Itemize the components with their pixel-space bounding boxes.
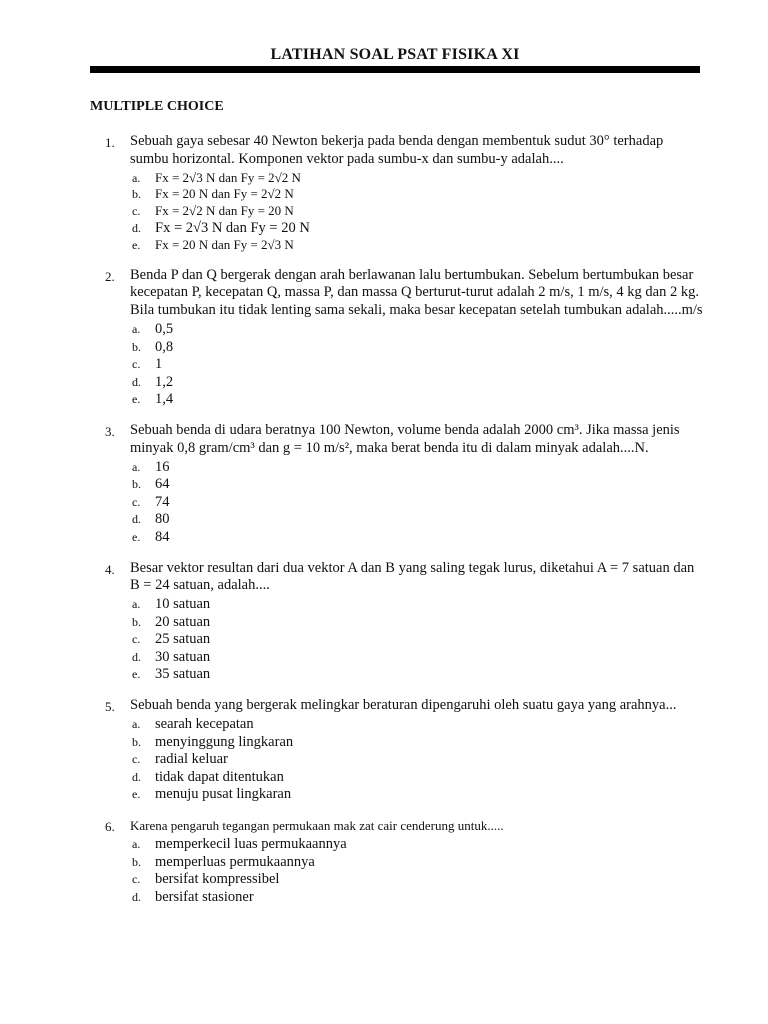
question-list xyxy=(105,133,705,919)
option-text: bersifat stasioner xyxy=(155,888,254,905)
question-number: 3. xyxy=(105,423,115,439)
option-e xyxy=(132,529,705,547)
option-label: d. xyxy=(132,220,141,235)
section-heading: MULTIPLE CHOICE xyxy=(90,99,224,114)
question-text: Karena pengaruh tegangan permukaan mak zat cair cenderung untuk..... xyxy=(130,818,504,834)
option-d xyxy=(132,511,705,529)
option-label: a. xyxy=(132,459,141,474)
option-c xyxy=(132,356,705,374)
option-c xyxy=(132,751,705,769)
option-text: menyinggung lingkaran xyxy=(155,733,294,750)
option-label: b. xyxy=(132,854,141,869)
option-d xyxy=(132,220,705,237)
question-number: 1. xyxy=(105,135,115,150)
option-label: b. xyxy=(132,614,141,629)
question-number: 6. xyxy=(105,819,115,835)
option-label: a. xyxy=(132,597,141,612)
option-label: e. xyxy=(132,667,141,682)
option-d xyxy=(132,649,705,667)
option-a xyxy=(132,321,705,339)
option-a xyxy=(132,459,705,477)
question-number: 2. xyxy=(105,268,115,284)
option-list xyxy=(132,596,705,684)
option-label: a. xyxy=(132,717,141,732)
option-text: Fx = 2√2 N dan Fy = 20 N xyxy=(155,203,294,219)
title-rule xyxy=(90,66,700,73)
question-4 xyxy=(105,560,705,685)
option-text: memperluas permukaannya xyxy=(155,853,315,870)
option-b xyxy=(132,734,705,752)
option-label: a. xyxy=(132,321,141,336)
option-text: 25 satuan xyxy=(155,631,211,648)
question-5 xyxy=(105,697,705,804)
option-text: Fx = 20 N dan Fy = 2√2 N xyxy=(155,186,294,202)
option-c xyxy=(132,871,705,889)
option-label: d. xyxy=(132,512,141,527)
option-label: c. xyxy=(132,357,141,372)
option-text: tidak dapat ditentukan xyxy=(155,768,284,785)
option-text: Fx = 20 N dan Fy = 2√3 N xyxy=(155,236,294,252)
option-label: b. xyxy=(132,339,141,354)
option-list xyxy=(132,836,705,906)
option-text: searah kecepatan xyxy=(155,716,254,733)
page-title: LATIHAN SOAL PSAT FISIKA XI xyxy=(270,46,520,63)
option-d xyxy=(132,889,705,907)
option-d xyxy=(132,374,705,392)
option-text: 35 satuan xyxy=(155,666,211,683)
option-c xyxy=(132,631,705,649)
option-label: c. xyxy=(132,872,141,887)
option-label: a. xyxy=(132,170,141,185)
question-number: 4. xyxy=(105,561,115,577)
question-text: Besar vektor resultan dari dua vektor A dan B yang saling tegak lurus, diketahui A = 7 satuan dan B = 24 satuan, adalah.... xyxy=(130,559,695,594)
option-label: c. xyxy=(132,204,141,219)
option-label: d. xyxy=(132,769,141,784)
option-a xyxy=(132,170,705,187)
option-text: 20 satuan xyxy=(155,613,211,630)
option-label: e. xyxy=(132,237,141,252)
question-2 xyxy=(105,267,705,409)
option-text: 0,8 xyxy=(155,338,174,355)
option-text: 10 satuan xyxy=(155,596,211,613)
option-d xyxy=(132,769,705,787)
option-label: b. xyxy=(132,477,141,492)
option-list xyxy=(132,170,705,254)
option-text: 64 xyxy=(155,476,170,493)
question-text: Sebuah benda di udara beratnya 100 Newton, volume benda adalah 2000 cm³. Jika massa jenis minyak 0,8 gram/cm³ dan g = 10 m/s², maka berat benda itu di dalam minyak adalah....N. xyxy=(130,421,680,456)
option-label: b. xyxy=(132,187,141,202)
option-list xyxy=(132,716,705,804)
option-text: memperkecil luas permukaannya xyxy=(155,836,347,853)
option-label: d. xyxy=(132,889,141,904)
option-text: 1,2 xyxy=(155,373,174,390)
question-3 xyxy=(105,422,705,547)
option-c xyxy=(132,494,705,512)
option-label: e. xyxy=(132,392,141,407)
option-label: c. xyxy=(132,494,141,509)
question-text: Sebuah benda yang bergerak melingkar beraturan dipengaruhi oleh suatu gaya yang arahnya... xyxy=(130,697,677,714)
option-list xyxy=(132,321,705,409)
option-text: Fx = 2√3 N dan Fy = 2√2 N xyxy=(155,169,301,185)
question-text: Benda P dan Q bergerak dengan arah berlawanan lalu bertumbukan. Sebelum bertumbukan besar kecepatan P, kecepatan Q, massa P, dan massa Q berturut-turut adalah 2 m/s, 1 m/s, 4 kg dan 2 kg. Bila tumbukan itu tidak lenting sama sekali, maka besar kecepatan setelah tumbukan adalah.....m/s xyxy=(130,266,703,319)
option-e xyxy=(132,391,705,409)
option-text: 80 xyxy=(155,511,170,528)
option-b xyxy=(132,339,705,357)
option-list xyxy=(132,459,705,547)
option-b xyxy=(132,186,705,203)
option-text: 16 xyxy=(155,458,170,475)
option-c xyxy=(132,203,705,220)
option-text: 1,4 xyxy=(155,391,174,408)
option-label: b. xyxy=(132,734,141,749)
option-label: a. xyxy=(132,837,141,852)
option-label: d. xyxy=(132,649,141,664)
question-1 xyxy=(105,133,705,254)
option-a xyxy=(132,596,705,614)
option-label: c. xyxy=(132,632,141,647)
option-text: radial keluar xyxy=(155,751,228,768)
option-a xyxy=(132,836,705,854)
option-b xyxy=(132,854,705,872)
option-b xyxy=(132,614,705,632)
option-text: menuju pusat lingkaran xyxy=(155,786,292,803)
option-text: 30 satuan xyxy=(155,648,211,665)
option-label: e. xyxy=(132,787,141,802)
option-e xyxy=(132,666,705,684)
option-text: 84 xyxy=(155,528,170,545)
question-number: 5. xyxy=(105,699,115,715)
option-a xyxy=(132,716,705,734)
option-text: 1 xyxy=(155,356,163,373)
option-b xyxy=(132,476,705,494)
option-label: d. xyxy=(132,374,141,389)
option-label: c. xyxy=(132,752,141,767)
option-e xyxy=(132,237,705,254)
option-text: 0,5 xyxy=(155,320,174,337)
option-label: e. xyxy=(132,529,141,544)
question-text: Sebuah gaya sebesar 40 Newton bekerja pada benda dengan membentuk sudut 30° terhadap sumbu horizontal. Komponen vektor pada sumbu-x dan sumbu-y adalah.... xyxy=(130,133,664,167)
option-text: 74 xyxy=(155,493,170,510)
option-e xyxy=(132,786,705,804)
question-6 xyxy=(105,817,705,906)
option-text: bersifat kompressibel xyxy=(155,871,280,888)
option-text: Fx = 2√3 N dan Fy = 20 N xyxy=(155,219,310,236)
